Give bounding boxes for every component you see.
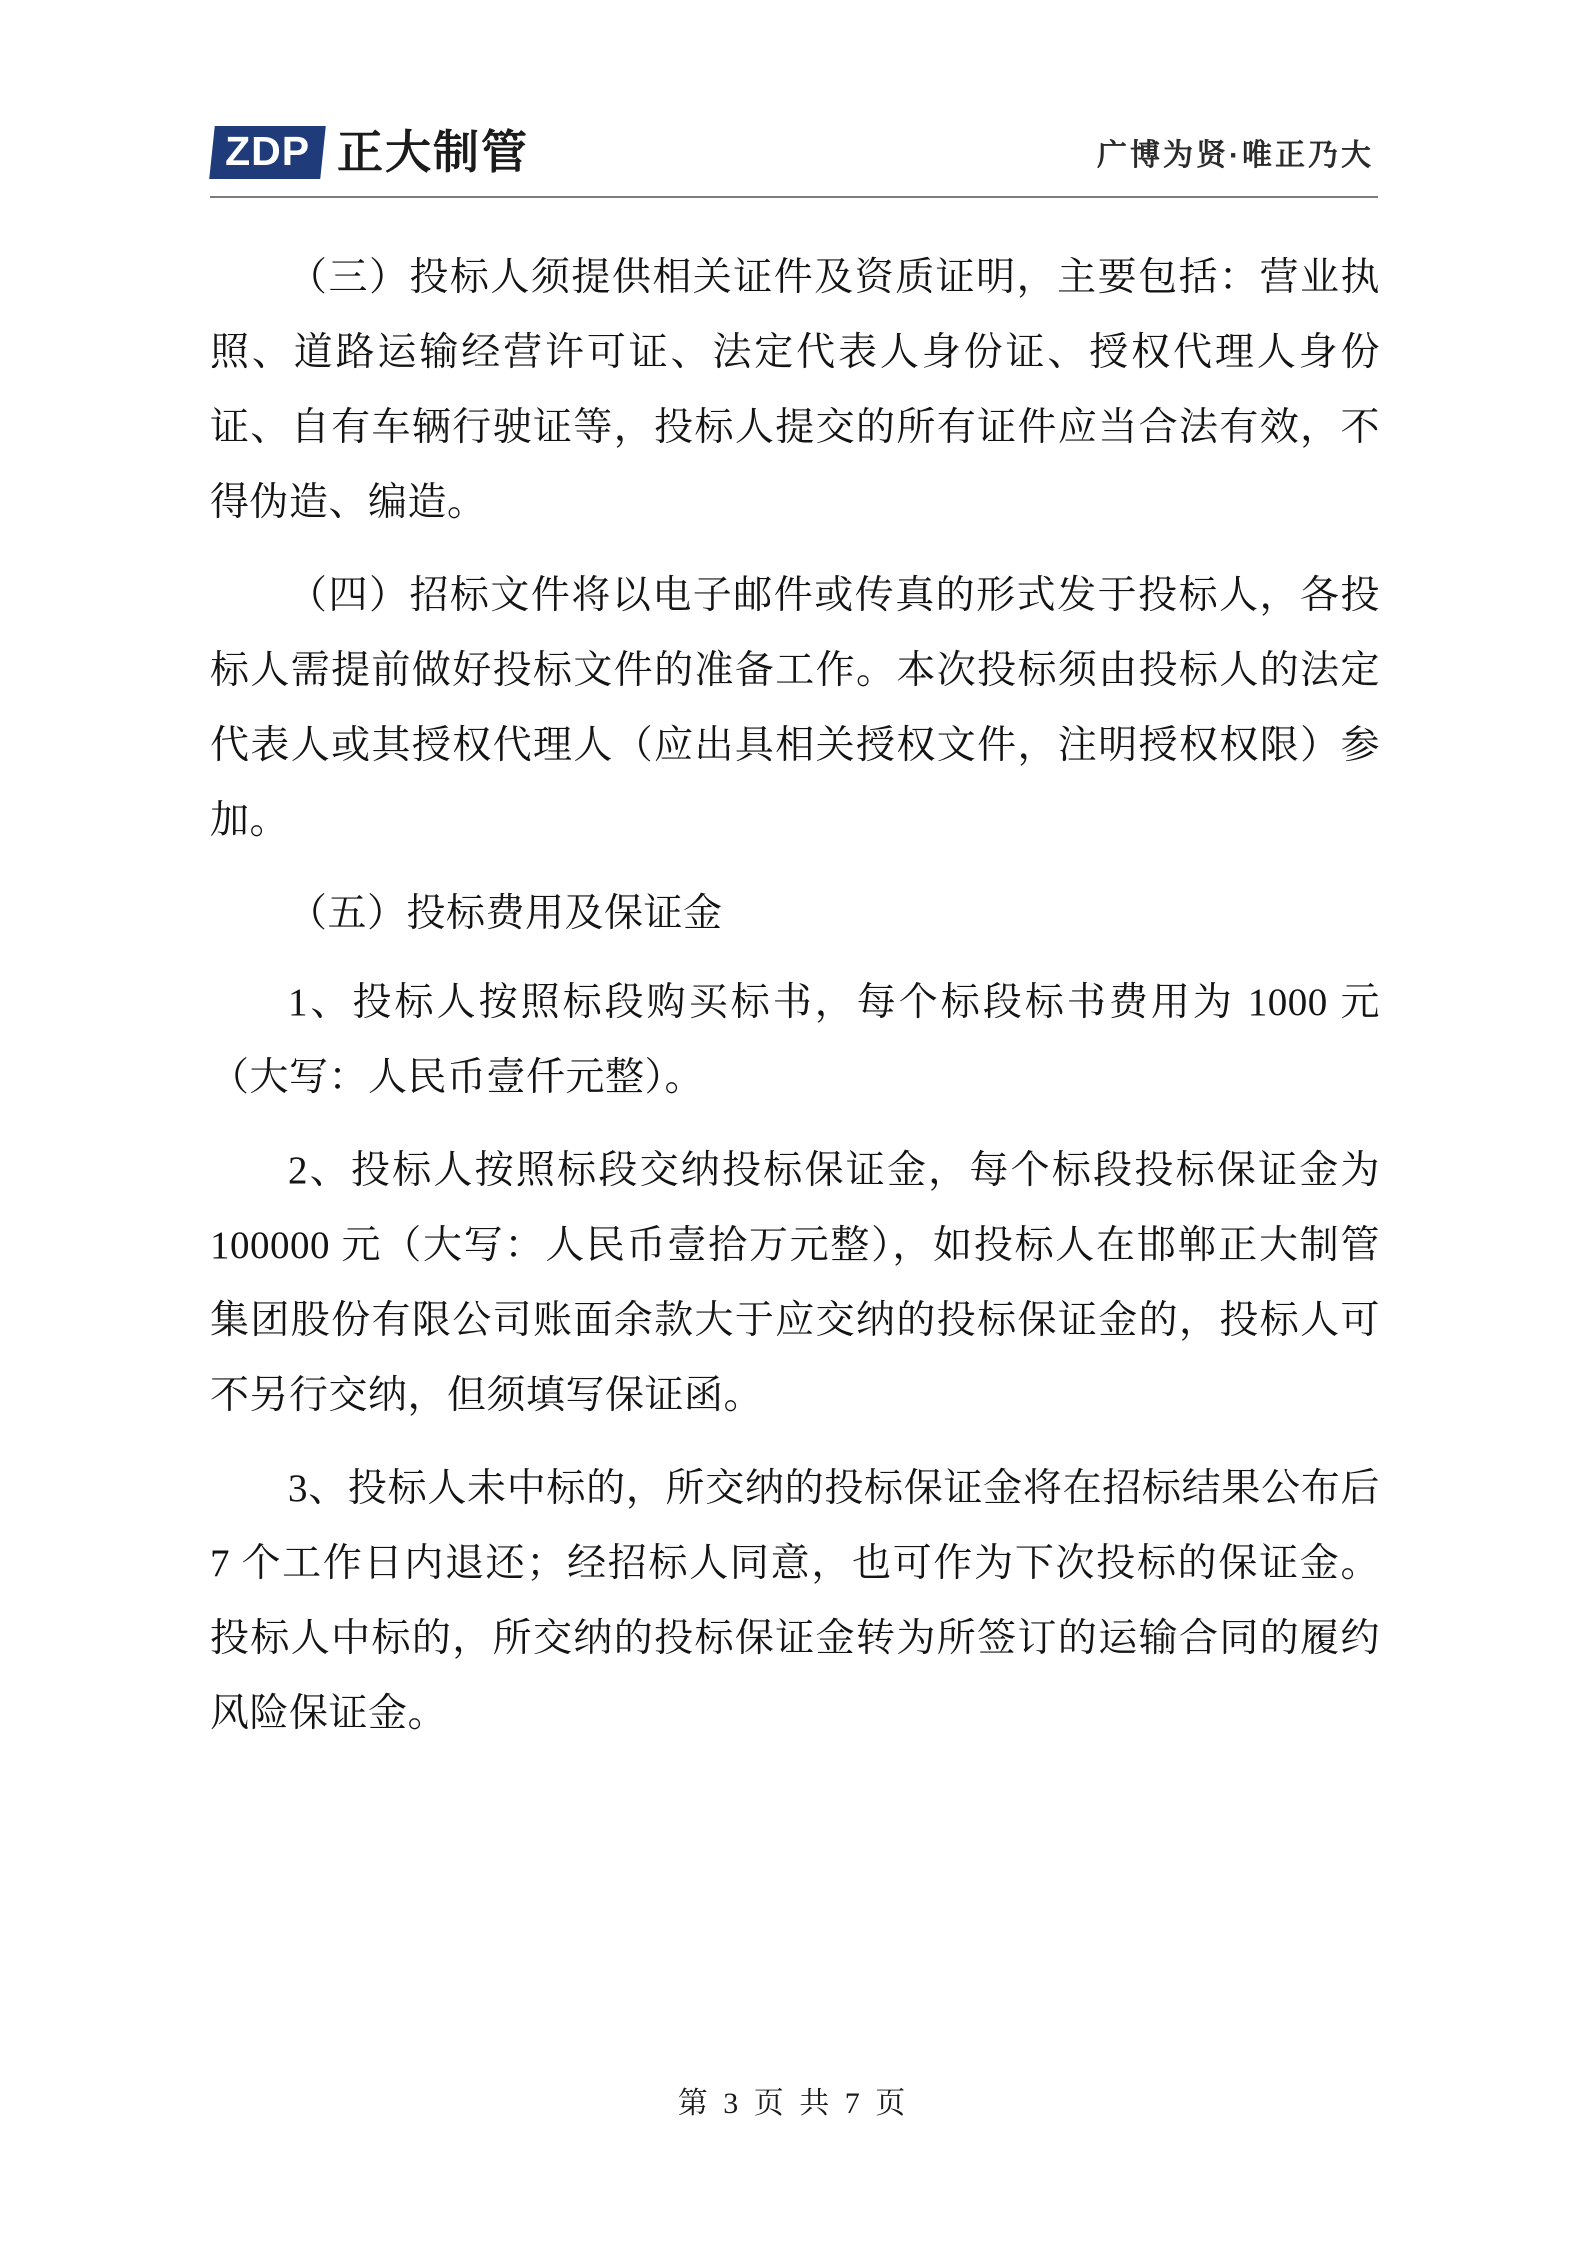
document-body	[210, 240, 1380, 1769]
company-slogan: 广博为贤·唯正乃大	[1097, 139, 1374, 172]
page-footer	[0, 2078, 1587, 2122]
paragraph: （四）招标文件将以电子邮件或传真的形式发于投标人，各投标人需提前做好投标文件的准备工作。本次投标须由投标人的法定代表人或其授权代理人（应出具相关授权文件，注明授权权限）参加。	[210, 574, 1380, 842]
paragraph: 2、投标人按照标段交纳投标保证金，每个标段投标保证金为 100000 元（大写：人民币壹拾万元整），如投标人在邯郸正大制管集团股份有限公司账面余款大于应交纳的投标保证金的，投标人可不另行交纳，但须填写保证函。	[210, 1149, 1380, 1417]
paragraph: （三）投标人须提供相关证件及资质证明，主要包括：营业执照、道路运输经营许可证、法定代表人身份证、授权代理人身份证、自有车辆行驶证等，投标人提交的所有证件应当合法有效，不得伪造、编造。	[210, 256, 1380, 524]
paragraph: 3、投标人未中标的，所交纳的投标保证金将在招标结果公布后 7 个工作日内退还；经招标人同意，也可作为下次投标的保证金。投标人中标的，所交纳的投标保证金转为所签订的运输合同的履约风险保证金。	[210, 1467, 1380, 1735]
company-name: 正大制管	[337, 126, 529, 178]
zdp-logo-icon	[209, 126, 326, 179]
page-header	[210, 108, 1380, 196]
page-number: 第 3 页 共 7 页	[677, 2087, 910, 2120]
company-logo	[212, 126, 529, 179]
paragraph: 1、投标人按照标段购买标书，每个标段标书费用为 1000 元（大写：人民币壹仟元整）。	[210, 981, 1380, 1099]
header-divider	[210, 196, 1378, 198]
paragraph: （五）投标费用及保证金	[288, 892, 723, 935]
zdp-logo-text: ZDP	[225, 127, 311, 174]
